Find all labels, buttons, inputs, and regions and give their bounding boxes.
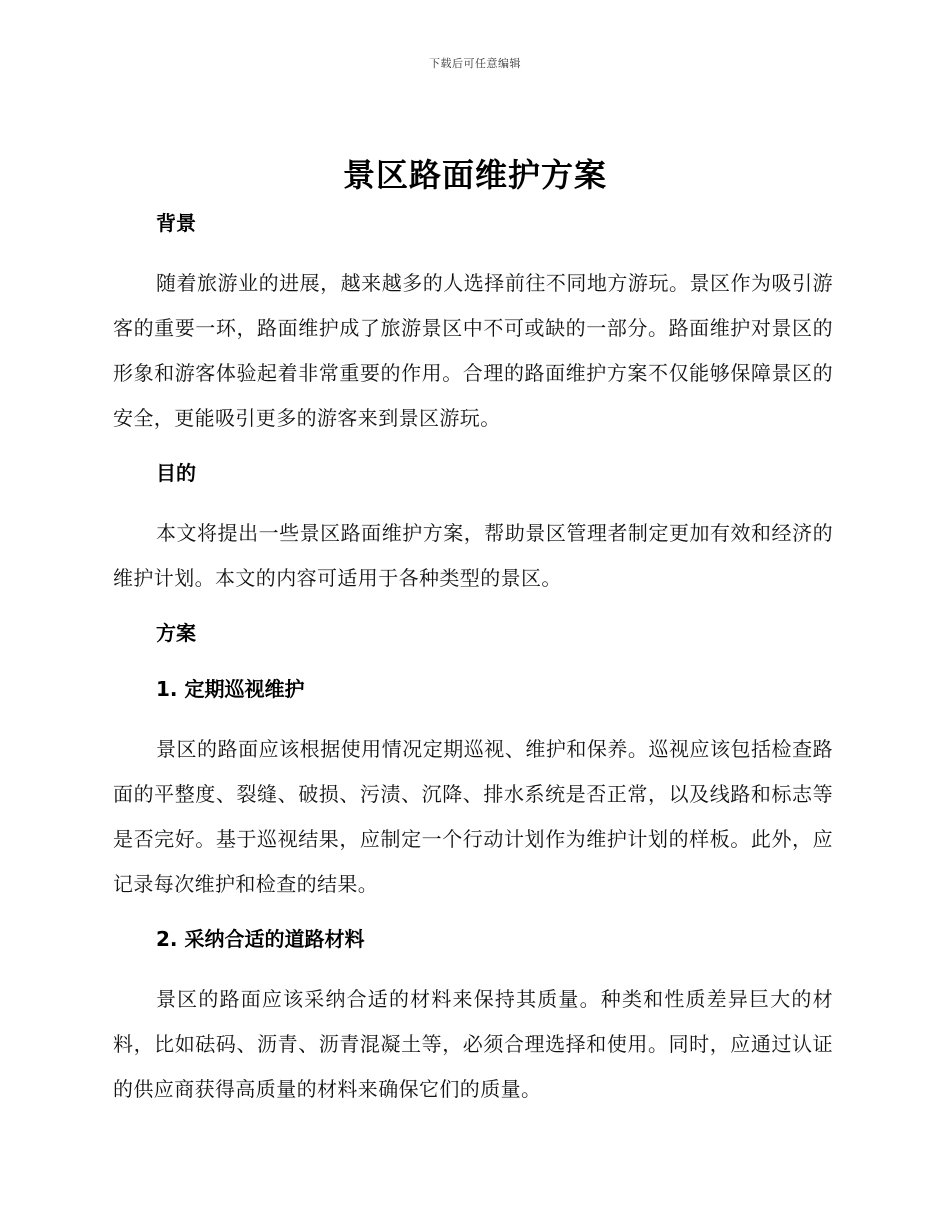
document-title: 景区路面维护方案 [342,156,607,194]
document-body [113,205,833,1112]
section-heading-plan: 方案 [156,621,196,645]
page-header-note: 下载后可任意编辑 [429,57,521,70]
section-paragraph-background: 随着旅游业的进展，越来越多的人选择前往不同地方游玩。景区作为吸引游客的重要一环，路面维护成了旅游景区中不可或缺的一部分。路面维护对景区的形象和游客体验起着非常重要的作用。合理的路面维护方案不仅能够保障景区的安全，更能吸引更多的游客来到景区游玩。 [113,271,833,430]
section-heading-purpose: 目的 [156,461,196,485]
subsection-paragraph-materials: 景区的路面应该采纳合适的材料来保持其质量。种类和性质差异巨大的材料，比如砝码、沥青、沥青混凝土等，必须合理选择和使用。同时，应通过认证的供应商获得高质量的材料来确保它们的质量。 [113,987,833,1101]
subsection-heading-patrol: 1. 定期巡视维护 [156,677,305,701]
section-paragraph-purpose: 本文将提出一些景区路面维护方案，帮助景区管理者制定更加有效和经济的维护计划。本文的内容可适用于各种类型的景区。 [113,521,833,590]
section-heading-background: 背景 [156,211,196,235]
subsection-heading-materials: 2. 采纳合适的道路材料 [156,927,365,951]
subsection-paragraph-patrol: 景区的路面应该根据使用情况定期巡视、维护和保养。巡视应该包括检查路面的平整度、裂缝、破损、污渍、沉降、排水系统是否正常，以及线路和标志等是否完好。基于巡视结果，应制定一个行动计划作为维护计划的样板。此外，应记录每次维护和检查的结果。 [113,737,833,896]
